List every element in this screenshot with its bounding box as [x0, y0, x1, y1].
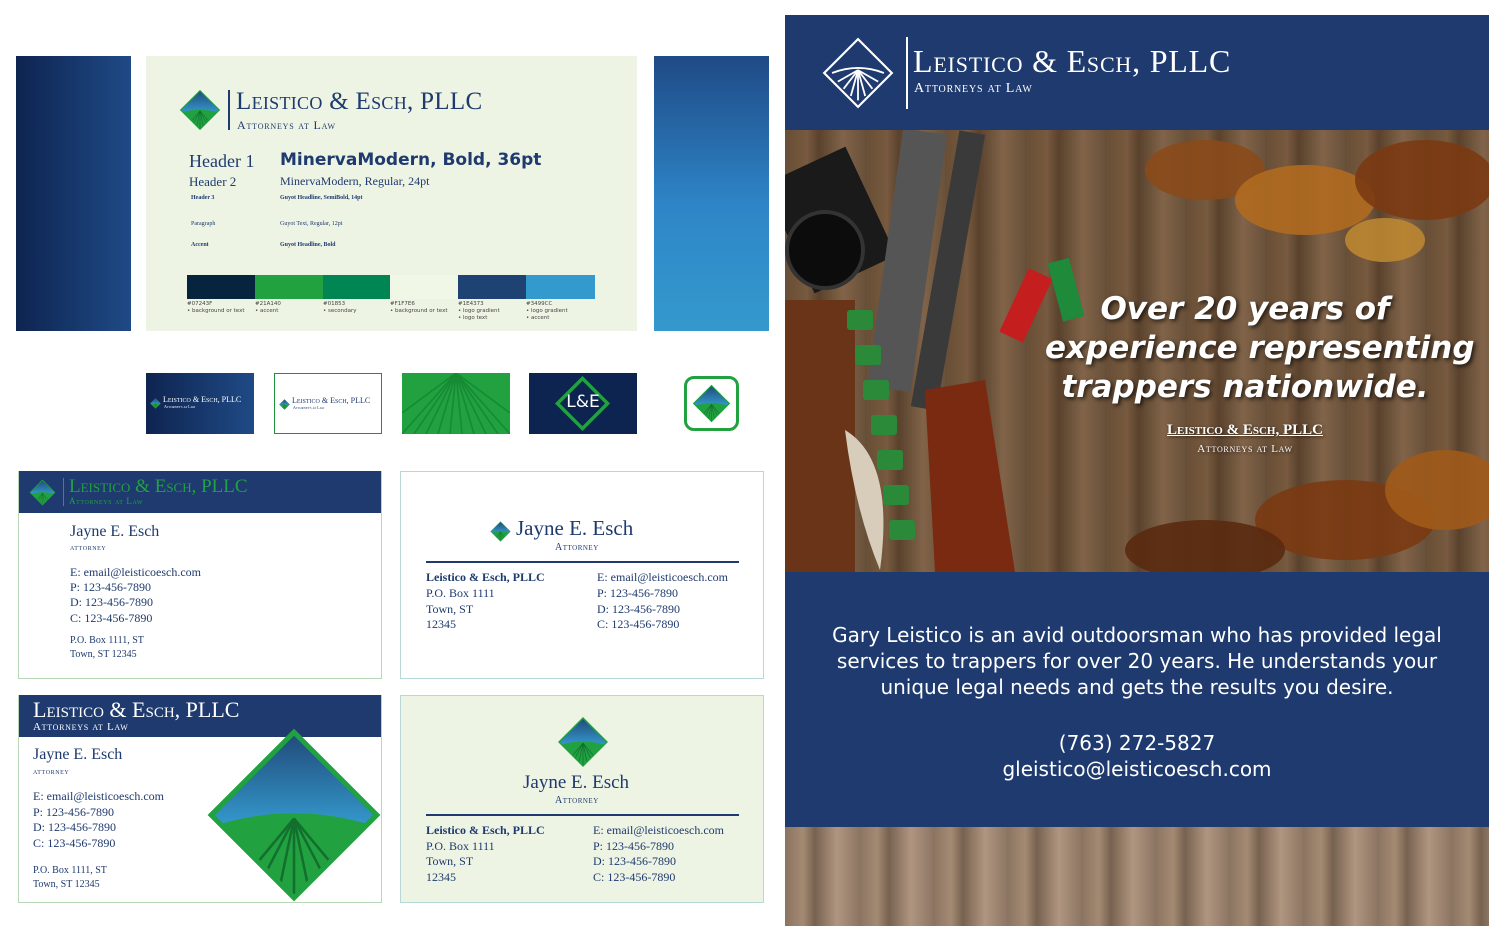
card-person-name: Jayne E. Esch — [516, 516, 634, 540]
paragraph-label: Paragraph — [191, 221, 216, 227]
header1-spec: MinervaModern, Bold, 36pt — [280, 150, 542, 170]
card-firm-name: Leistico & Esch, PLLC — [426, 823, 545, 837]
ad-wood-footer — [785, 827, 1489, 926]
swatch-label: #F1F7E6 • background or text — [390, 301, 448, 314]
card-person-name: Jayne E. Esch — [523, 772, 630, 793]
swatch-label: #21A140 • accent — [255, 301, 281, 314]
header3-label: Header 3 — [191, 195, 215, 201]
card-zip: 12345 — [426, 870, 456, 884]
card-phone: P: 123-456-7890 — [70, 580, 151, 594]
logo-tile-white — [274, 373, 382, 434]
ad-logo-divider — [906, 37, 908, 109]
guide-brand-tagline: Attorneys at Law — [237, 118, 336, 132]
ad-photo-brand-name: Leistico & Esch, PLLC — [1167, 422, 1323, 438]
card-email: E: email@leisticoesch.com — [33, 789, 165, 803]
ad-body — [785, 572, 1489, 827]
card-address-line1: P.O. Box 1111, ST — [70, 635, 144, 646]
diamond-logo-icon — [692, 384, 731, 423]
card-address-line2: Town, ST 12345 — [70, 649, 137, 660]
paragraph-spec: Guyot Text, Regular, 12pt — [280, 221, 343, 227]
accent-spec: Guyot Headline, Bold — [280, 242, 336, 248]
card-person-name: Jayne E. Esch — [70, 523, 160, 540]
logo-tile-green-rays — [402, 373, 510, 434]
card-direct: D: 123-456-7890 — [597, 602, 680, 616]
card-phone: P: 123-456-7890 — [593, 839, 674, 853]
green-rays-pattern — [402, 373, 510, 434]
header1-label: Header 1 — [189, 151, 255, 171]
card-divider — [426, 561, 739, 563]
diamond-logo-icon — [557, 716, 609, 768]
ad-brand-name: Leistico & Esch, PLLC — [913, 43, 1232, 79]
outline-diamond-logo-icon — [822, 37, 894, 109]
swatch-label: #3499CC • logo gradient • accent — [526, 301, 568, 321]
business-card-cream — [400, 695, 764, 903]
card-phone: P: 123-456-7890 — [597, 586, 678, 600]
logo-tile-navy — [146, 373, 254, 434]
swatch-cream — [390, 275, 457, 299]
swatch-navy — [458, 275, 526, 299]
accent-label: Accent — [191, 242, 209, 248]
business-card-white — [400, 471, 764, 679]
card-cell: C: 123-456-7890 — [33, 836, 116, 850]
header2-label: Header 2 — [189, 174, 237, 189]
diamond-logo-icon — [279, 399, 290, 410]
diamond-logo-icon — [179, 89, 221, 131]
card-brand-name: Leistico & Esch, PLLC — [69, 476, 248, 497]
ad-headline: Over 20 years of experience representing trappers nationwide. — [1045, 291, 1475, 405]
card-person-title: attorney — [33, 767, 70, 776]
tile-brand-name: Leistico & Esch, PLLC — [163, 395, 242, 404]
card-brand-tagline: Attorneys at Law — [33, 721, 129, 733]
navy-gradient-swatch — [16, 56, 131, 331]
card-brand-tagline: Attorneys at Law — [69, 496, 144, 506]
card-email: E: email@leisticoesch.com — [593, 823, 725, 837]
monogram-text: L&E — [566, 392, 600, 412]
diamond-logo-icon — [490, 521, 511, 542]
card-person-title: Attorney — [555, 795, 599, 806]
header2-spec: MinervaModern, Regular, 24pt — [280, 174, 430, 188]
swatch-blue — [526, 275, 595, 299]
swatch-dark-navy — [187, 275, 255, 299]
card-person-name: Jayne E. Esch — [33, 746, 123, 763]
large-diamond-logo-icon — [204, 725, 382, 903]
card-email: E: email@leisticoesch.com — [597, 570, 729, 584]
diamond-logo-icon — [29, 479, 56, 506]
swatch-label: #01853 • secondary — [323, 301, 357, 314]
swatch-label: #07243F • background or text — [187, 301, 245, 314]
card-email: E: email@leisticoesch.com — [70, 565, 202, 579]
tile-brand-name: Leistico & Esch, PLLC — [292, 396, 371, 405]
style-guide-panel — [146, 56, 637, 331]
ad-email[interactable]: gleistico@leisticoesch.com — [1002, 757, 1272, 781]
card-po-box: P.O. Box 1111 — [426, 586, 495, 600]
header3-spec: Guyot Headline, SemiBold, 14pt — [280, 195, 363, 201]
tile-brand-tagline: Attorneys at Law — [164, 404, 196, 409]
card-direct: D: 123-456-7890 — [593, 854, 676, 868]
card-brand-name: Leistico & Esch, PLLC — [33, 697, 240, 722]
card-zip: 12345 — [426, 617, 456, 631]
card-address-line2: Town, ST 12345 — [33, 879, 100, 890]
tile-brand-tagline: Attorneys at Law — [293, 405, 325, 410]
advertisement — [785, 15, 1489, 926]
card-town: Town, ST — [426, 854, 474, 868]
blue-gradient-swatch — [654, 56, 769, 331]
swatch-label: #1E4373 • logo gradient • logo text — [458, 301, 500, 321]
diamond-logo-icon — [150, 398, 161, 409]
business-card-navy-header — [18, 471, 382, 679]
ad-hunting-photo — [785, 130, 1489, 572]
card-cell: C: 123-456-7890 — [597, 617, 680, 631]
card-cell: C: 123-456-7890 — [593, 870, 676, 884]
card-divider — [426, 814, 739, 816]
card-phone: P: 123-456-7890 — [33, 805, 114, 819]
logo-tile-monogram — [529, 373, 637, 434]
app-icon-tile — [684, 376, 739, 431]
card-person-title: attorney — [70, 543, 107, 552]
card-po-box: P.O. Box 1111 — [426, 839, 495, 853]
ad-header — [785, 15, 1489, 130]
ad-photo-brand-tagline: Attorneys at Law — [1197, 443, 1293, 455]
ad-brand-tagline: Attorneys at Law — [914, 81, 1033, 96]
card-header-bar — [19, 471, 382, 513]
ad-phone[interactable]: (763) 272-5827 — [1058, 731, 1216, 755]
swatch-green — [255, 275, 323, 299]
card-direct: D: 123-456-7890 — [70, 595, 153, 609]
card-direct: D: 123-456-7890 — [33, 820, 116, 834]
guide-brand-name: Leistico & Esch, PLLC — [236, 88, 483, 115]
card-firm-name: Leistico & Esch, PLLC — [426, 570, 545, 584]
card-cell: C: 123-456-7890 — [70, 611, 153, 625]
swatch-dark-green — [323, 275, 390, 299]
business-card-large-logo — [18, 695, 382, 903]
card-person-title: Attorney — [555, 542, 599, 553]
logo-divider — [228, 90, 230, 130]
ad-description: Gary Leistico is an avid outdoorsman who has provided legal services to trappers for over 20 years. He understands your unique legal needs and gets the results you desire. — [832, 623, 1442, 699]
card-address-line1: P.O. Box 1111, ST — [33, 865, 107, 876]
card-town: Town, ST — [426, 602, 474, 616]
